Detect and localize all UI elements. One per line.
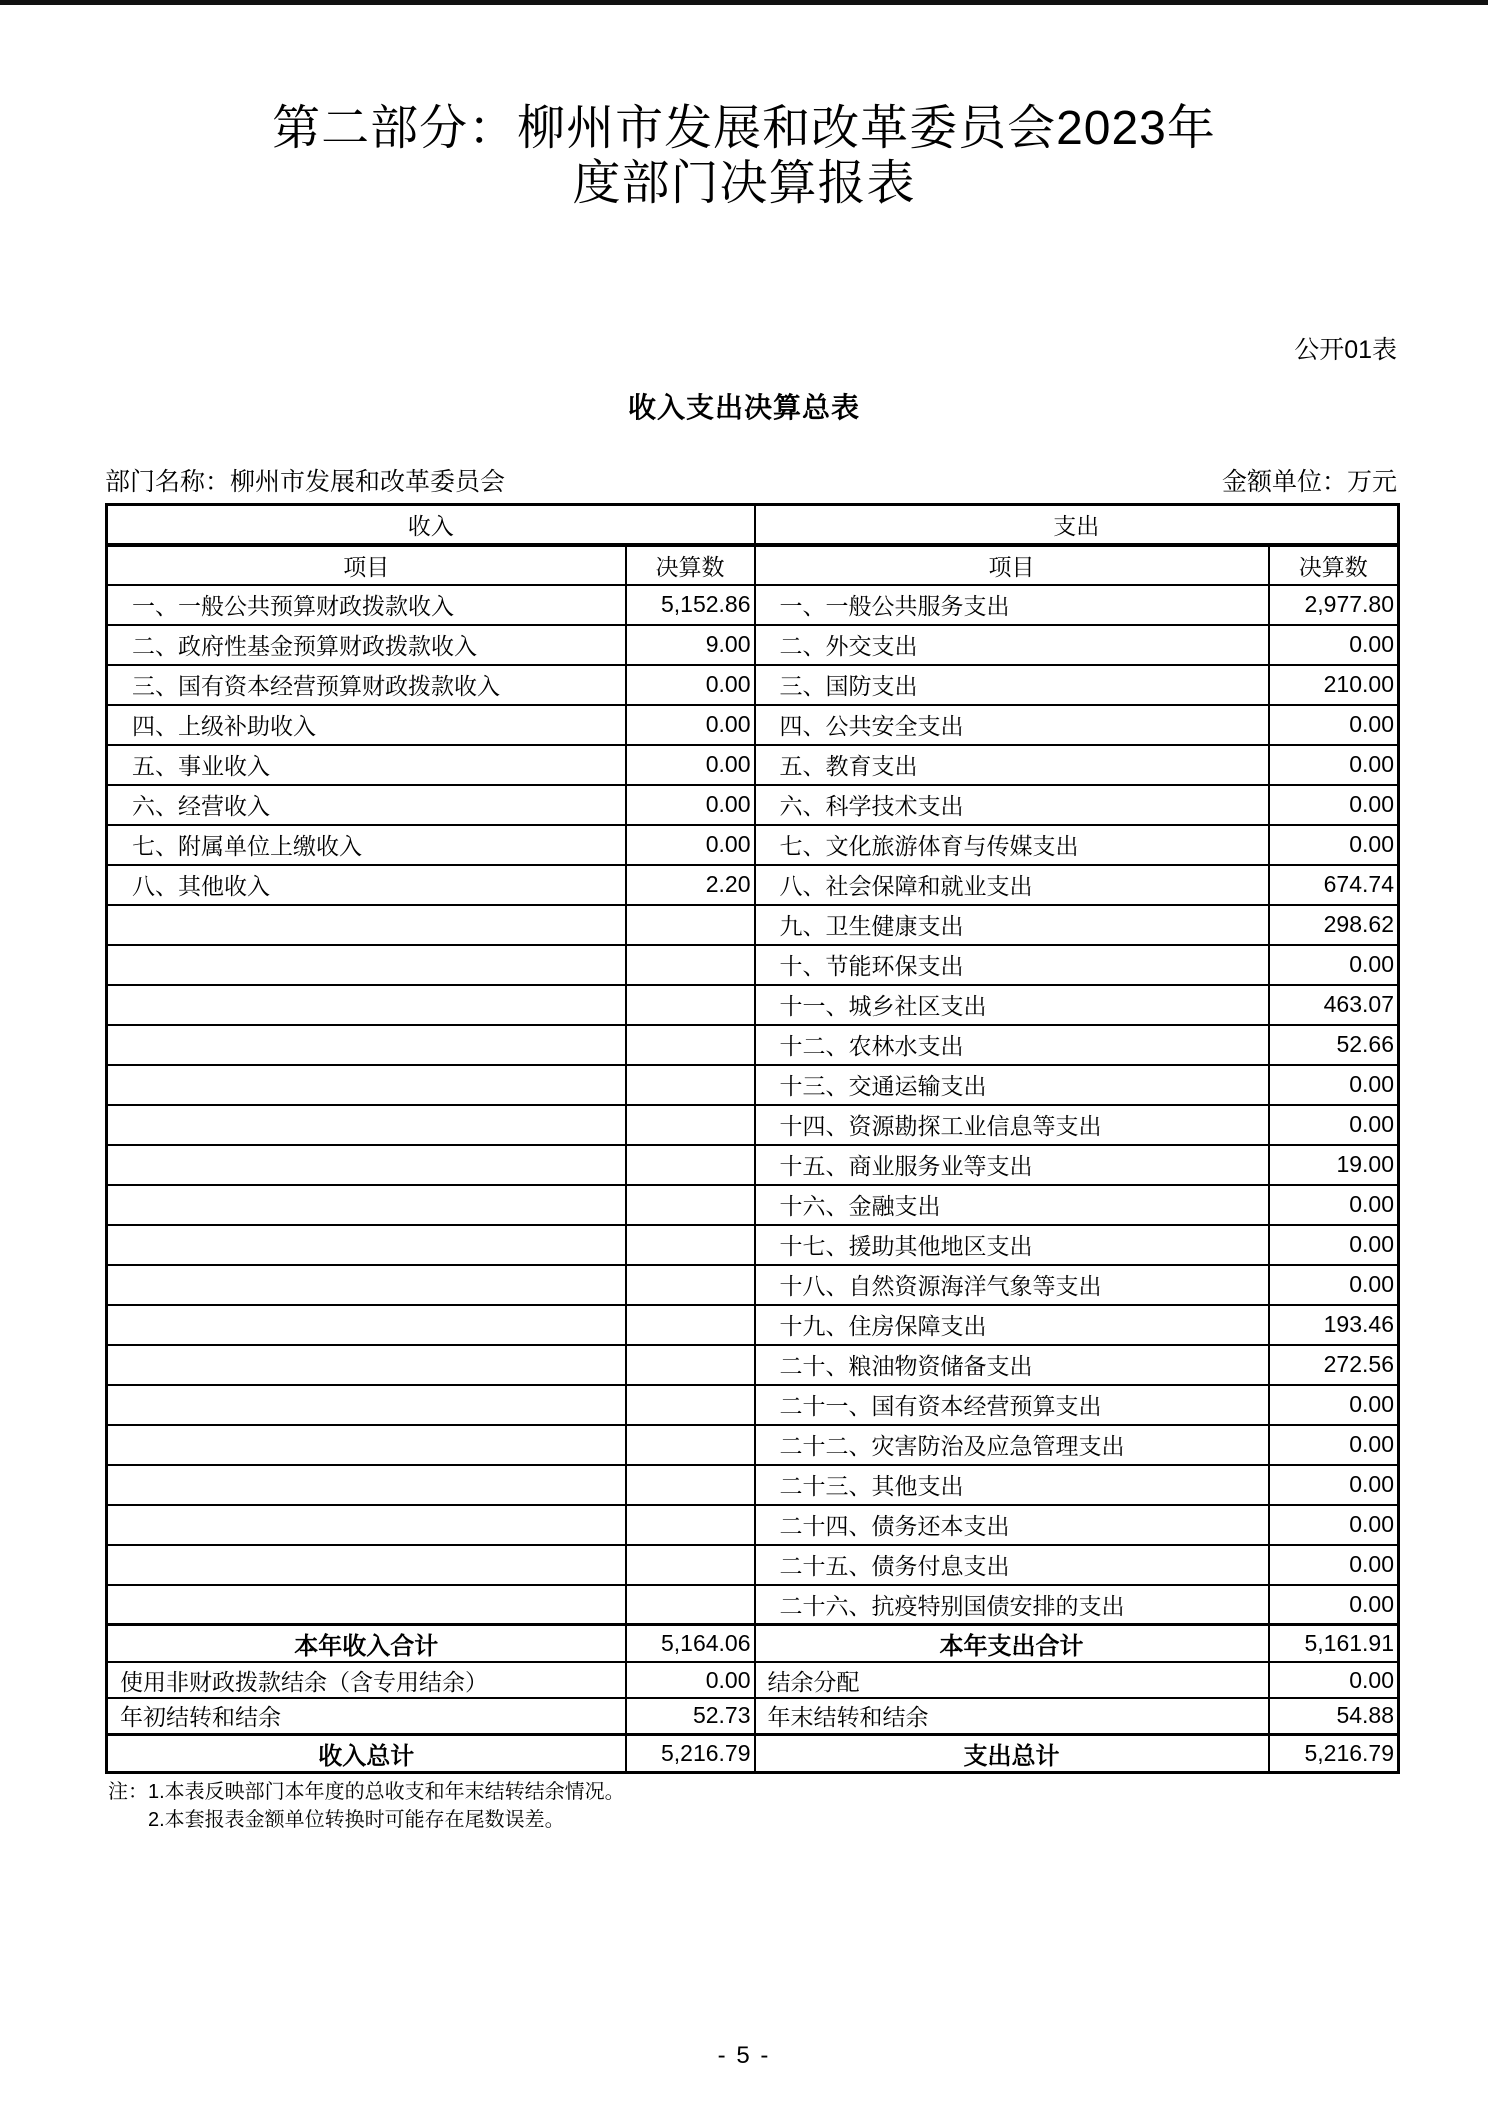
expense-amount-cell: 0.00 xyxy=(1269,1505,1399,1545)
table-row xyxy=(107,825,1399,865)
income-item-cell: 三、国有资本经营预算财政拨款收入 xyxy=(107,665,626,705)
table-row xyxy=(107,1185,1399,1225)
income-item-cell xyxy=(107,1585,626,1625)
expense-item-cell: 二十六、抗疫特别国债安排的支出 xyxy=(755,1585,1269,1625)
expense-item-cell: 十六、金融支出 xyxy=(755,1185,1269,1225)
table-notes xyxy=(108,1778,625,1834)
income-item-cell xyxy=(107,1065,626,1105)
expense-amount-cell: 0.00 xyxy=(1269,625,1399,665)
income-item-cell: 年初结转和结余 xyxy=(107,1698,626,1734)
expense-item-cell: 十五、商业服务业等支出 xyxy=(755,1145,1269,1185)
income-amount-cell xyxy=(626,905,755,945)
expense-amount-cell: 674.74 xyxy=(1269,865,1399,905)
income-item-cell xyxy=(107,1505,626,1545)
expense-amount-column-header: 决算数 xyxy=(1269,545,1399,585)
expense-item-column-header: 项目 xyxy=(755,545,1269,585)
income-amount-cell xyxy=(626,1585,755,1625)
table-meta-row xyxy=(105,462,1397,498)
expense-item-cell: 七、文化旅游体育与传媒支出 xyxy=(755,825,1269,865)
expense-amount-cell: 210.00 xyxy=(1269,665,1399,705)
income-amount-cell xyxy=(626,1025,755,1065)
expense-amount-cell: 54.88 xyxy=(1269,1698,1399,1734)
expense-amount-cell: 19.00 xyxy=(1269,1145,1399,1185)
unit-label: 金额单位：万元 xyxy=(1221,468,1397,496)
table-code-label: 公开01表 xyxy=(1294,336,1397,364)
expense-amount-cell: 0.00 xyxy=(1269,825,1399,865)
table-row xyxy=(107,1425,1399,1465)
income-amount-cell: 0.00 xyxy=(626,825,755,865)
expense-item-cell: 四、公共安全支出 xyxy=(755,705,1269,745)
income-amount-cell xyxy=(626,1505,755,1545)
income-amount-cell xyxy=(626,1185,755,1225)
expense-item-cell: 本年支出合计 xyxy=(755,1625,1269,1663)
expense-item-cell: 二十三、其他支出 xyxy=(755,1465,1269,1505)
expense-amount-cell: 0.00 xyxy=(1269,1585,1399,1625)
income-amount-cell: 5,164.06 xyxy=(626,1625,755,1663)
income-amount-cell xyxy=(626,1345,755,1385)
expense-amount-cell: 2,977.80 xyxy=(1269,585,1399,625)
table-title: 收入支出决算总表 xyxy=(627,392,860,423)
document-title xyxy=(0,102,1488,211)
income-amount-cell: 0.00 xyxy=(626,1662,755,1698)
income-amount-cell: 5,216.79 xyxy=(626,1734,755,1772)
document-title-line2: 度部门决算报表 xyxy=(572,156,916,210)
income-item-cell: 使用非财政拨款结余（含专用结余） xyxy=(107,1662,626,1698)
table-row xyxy=(107,1465,1399,1505)
expense-amount-cell: 463.07 xyxy=(1269,985,1399,1025)
table-row xyxy=(107,1025,1399,1065)
table-row xyxy=(107,1625,1399,1663)
income-item-cell: 六、经营收入 xyxy=(107,785,626,825)
expense-amount-cell: 52.66 xyxy=(1269,1025,1399,1065)
income-item-cell xyxy=(107,1305,626,1345)
expense-amount-cell: 0.00 xyxy=(1269,785,1399,825)
expense-item-cell: 年末结转和结余 xyxy=(755,1698,1269,1734)
expense-amount-cell: 0.00 xyxy=(1269,1225,1399,1265)
expense-item-cell: 二十二、灾害防治及应急管理支出 xyxy=(755,1425,1269,1465)
income-amount-cell xyxy=(626,1265,755,1305)
income-item-column-header: 项目 xyxy=(107,545,626,585)
income-amount-cell: 5,152.86 xyxy=(626,585,755,625)
expense-item-cell: 十二、农林水支出 xyxy=(755,1025,1269,1065)
income-amount-cell: 0.00 xyxy=(626,745,755,785)
expense-amount-cell: 0.00 xyxy=(1269,1385,1399,1425)
income-section-header: 收入 xyxy=(107,505,755,545)
expense-item-cell: 二十四、债务还本支出 xyxy=(755,1505,1269,1545)
table-row xyxy=(107,865,1399,905)
table-row xyxy=(107,985,1399,1025)
expense-amount-cell: 0.00 xyxy=(1269,745,1399,785)
section-header-row xyxy=(107,505,1399,545)
income-amount-cell xyxy=(626,1425,755,1465)
table-row xyxy=(107,785,1399,825)
expense-item-cell: 十九、住房保障支出 xyxy=(755,1305,1269,1345)
expense-item-cell: 结余分配 xyxy=(755,1662,1269,1698)
table-row xyxy=(107,1305,1399,1345)
income-item-cell xyxy=(107,1425,626,1465)
expense-amount-cell: 0.00 xyxy=(1269,1662,1399,1698)
expense-amount-cell: 0.00 xyxy=(1269,1185,1399,1225)
income-item-cell xyxy=(107,1145,626,1185)
income-amount-cell xyxy=(626,1385,755,1425)
expense-section-header: 支出 xyxy=(755,505,1399,545)
expense-item-cell: 九、卫生健康支出 xyxy=(755,905,1269,945)
expense-amount-cell: 5,161.91 xyxy=(1269,1625,1399,1663)
income-item-cell xyxy=(107,1185,626,1225)
table-row xyxy=(107,1545,1399,1585)
expense-item-cell: 一、一般公共服务支出 xyxy=(755,585,1269,625)
income-amount-cell: 52.73 xyxy=(626,1698,755,1734)
income-amount-cell: 0.00 xyxy=(626,665,755,705)
table-row xyxy=(107,1345,1399,1385)
table-row xyxy=(107,945,1399,985)
table-row xyxy=(107,1065,1399,1105)
income-amount-cell xyxy=(626,985,755,1025)
income-item-cell: 四、上级补助收入 xyxy=(107,705,626,745)
income-amount-cell: 2.20 xyxy=(626,865,755,905)
table-row xyxy=(107,1698,1399,1734)
expense-amount-cell: 193.46 xyxy=(1269,1305,1399,1345)
expense-amount-cell: 5,216.79 xyxy=(1269,1734,1399,1772)
expense-amount-cell: 0.00 xyxy=(1269,1465,1399,1505)
column-header-row xyxy=(107,545,1399,585)
table-row xyxy=(107,1225,1399,1265)
income-item-cell: 八、其他收入 xyxy=(107,865,626,905)
income-item-cell xyxy=(107,1545,626,1585)
expense-amount-cell: 0.00 xyxy=(1269,705,1399,745)
table-row xyxy=(107,905,1399,945)
income-item-cell xyxy=(107,1265,626,1305)
expense-item-cell: 十七、援助其他地区支出 xyxy=(755,1225,1269,1265)
table-row xyxy=(107,1505,1399,1545)
income-item-cell xyxy=(107,945,626,985)
note-line-1: 注：1.本表反映部门本年度的总收支和年末结转结余情况。 xyxy=(108,1781,625,1803)
income-amount-cell xyxy=(626,1225,755,1265)
income-item-cell xyxy=(107,985,626,1025)
budget-table-body xyxy=(107,585,1399,1773)
income-item-cell xyxy=(107,1225,626,1265)
income-amount-cell xyxy=(626,1105,755,1145)
income-item-cell: 一、一般公共预算财政拨款收入 xyxy=(107,585,626,625)
expense-item-cell: 十四、资源勘探工业信息等支出 xyxy=(755,1105,1269,1145)
table-row xyxy=(107,1734,1399,1772)
expense-item-cell: 五、教育支出 xyxy=(755,745,1269,785)
table-row xyxy=(107,665,1399,705)
table-row xyxy=(107,585,1399,625)
table-row xyxy=(107,1385,1399,1425)
income-item-cell xyxy=(107,1345,626,1385)
department-name-label: 部门名称：柳州市发展和改革委员会 xyxy=(105,468,506,496)
budget-summary-table xyxy=(105,503,1400,1774)
expense-item-cell: 二、外交支出 xyxy=(755,625,1269,665)
income-amount-column-header: 决算数 xyxy=(626,545,755,585)
expense-amount-cell: 0.00 xyxy=(1269,1065,1399,1105)
expense-item-cell: 三、国防支出 xyxy=(755,665,1269,705)
income-amount-cell xyxy=(626,945,755,985)
table-row xyxy=(107,745,1399,785)
document-title-line1: 第二部分：柳州市发展和改革委员会2023年 xyxy=(272,102,1216,155)
income-amount-cell xyxy=(626,1145,755,1185)
expense-item-cell: 二十、粮油物资储备支出 xyxy=(755,1345,1269,1385)
table-row xyxy=(107,1662,1399,1698)
income-amount-cell: 9.00 xyxy=(626,625,755,665)
expense-amount-cell: 272.56 xyxy=(1269,1345,1399,1385)
income-amount-cell xyxy=(626,1465,755,1505)
expense-item-cell: 十三、交通运输支出 xyxy=(755,1065,1269,1105)
expense-amount-cell: 298.62 xyxy=(1269,905,1399,945)
expense-item-cell: 十一、城乡社区支出 xyxy=(755,985,1269,1025)
table-row xyxy=(107,1265,1399,1305)
table-row xyxy=(107,625,1399,665)
income-item-cell xyxy=(107,905,626,945)
table-row xyxy=(107,1105,1399,1145)
expense-item-cell: 十八、自然资源海洋气象等支出 xyxy=(755,1265,1269,1305)
note-line-2: 2.本套报表金额单位转换时可能存在尾数误差。 xyxy=(148,1809,565,1831)
top-edge-bar xyxy=(0,0,1488,5)
income-amount-cell xyxy=(626,1065,755,1105)
expense-item-cell: 八、社会保障和就业支出 xyxy=(755,865,1269,905)
page-number: - 5 - xyxy=(717,2042,771,2069)
income-amount-cell xyxy=(626,1305,755,1345)
income-item-cell: 五、事业收入 xyxy=(107,745,626,785)
table-row xyxy=(107,705,1399,745)
income-item-cell: 二、政府性基金预算财政拨款收入 xyxy=(107,625,626,665)
income-item-cell: 七、附属单位上缴收入 xyxy=(107,825,626,865)
expense-amount-cell: 0.00 xyxy=(1269,1265,1399,1305)
income-item-cell: 收入总计 xyxy=(107,1734,626,1772)
expense-amount-cell: 0.00 xyxy=(1269,1425,1399,1465)
income-amount-cell: 0.00 xyxy=(626,785,755,825)
income-amount-cell: 0.00 xyxy=(626,705,755,745)
income-item-cell xyxy=(107,1105,626,1145)
income-amount-cell xyxy=(626,1545,755,1585)
expense-amount-cell: 0.00 xyxy=(1269,1545,1399,1585)
table-row xyxy=(107,1145,1399,1185)
income-item-cell xyxy=(107,1465,626,1505)
income-item-cell: 本年收入合计 xyxy=(107,1625,626,1663)
table-row xyxy=(107,1585,1399,1625)
expense-item-cell: 十、节能环保支出 xyxy=(755,945,1269,985)
expense-item-cell: 二十五、债务付息支出 xyxy=(755,1545,1269,1585)
income-item-cell xyxy=(107,1025,626,1065)
expense-item-cell: 六、科学技术支出 xyxy=(755,785,1269,825)
income-item-cell xyxy=(107,1385,626,1425)
expense-item-cell: 支出总计 xyxy=(755,1734,1269,1772)
expense-item-cell: 二十一、国有资本经营预算支出 xyxy=(755,1385,1269,1425)
expense-amount-cell: 0.00 xyxy=(1269,1105,1399,1145)
expense-amount-cell: 0.00 xyxy=(1269,945,1399,985)
